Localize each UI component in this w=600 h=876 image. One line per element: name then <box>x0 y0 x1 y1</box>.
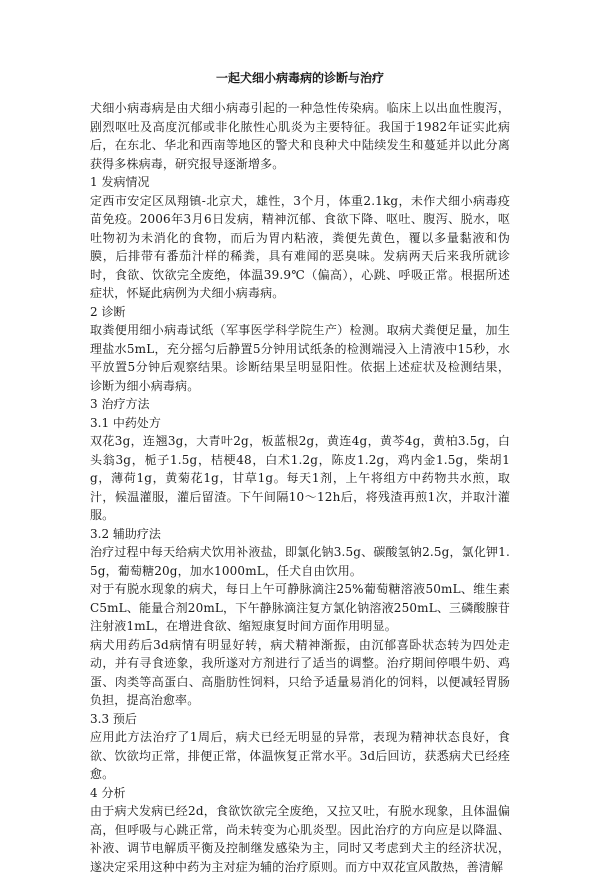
section-heading: 4 分析 <box>90 785 126 800</box>
section-heading: 3.1 中药处方 <box>90 415 161 430</box>
section-heading: 3 治疗方法 <box>90 397 150 411</box>
body-paragraph: 定西市安定区凤翔镇-北京犬，雄性，3个月，体重2.1kg，未作犬细小病毒疫苗免疫。2006年3月6日发病，精神沉郁、食欲下降、呕吐、腹泻、脱水，呕吐物初为未消化的食物，而后为胃内粘液，粪便先黄色，覆以多量黏液和伪膜，后排带有番茄汁样的稀粪，具有难闻的恶臭味。发病两天后来我所就诊时，食欲、饮欲完全废绝，体温39.9℃（偏高），心跳、呼吸正常。根据所述症状，怀疑此病例为犬细小病毒病。 <box>90 193 510 300</box>
intro-paragraph: 犬细小病毒病是由犬细小病毒引起的一种急性传染病。临床上以出血性腹泻，剧烈呕吐及高度沉郁或非化脓性心肌炎为主要特征。我国于1982年证实此病后，在东北、华北和西南等地区的警犬和良种犬中陆续发生和蔓延并以此分离获得多株病毒，研究报导逐渐增多。 <box>90 101 510 171</box>
body-paragraph: 治疗过程中每天给病犬饮用补液盐，即氯化钠3.5g、碳酸氢钠2.5g，氯化钾1.5g，葡萄糖20g，加水1000mL，任犬自由饮用。 <box>90 545 510 578</box>
section-heading: 3.2 辅助疗法 <box>90 526 161 541</box>
section-heading: 2 诊断 <box>90 304 126 319</box>
section-heading: 1 发病情况 <box>90 175 150 189</box>
section-heading: 3.3 预后 <box>90 711 137 726</box>
document-title: 一起犬细小病毒病的诊断与治疗 <box>215 71 384 85</box>
body-paragraph: 对于有脱水现象的病犬，每日上午可静脉滴注25%葡萄糖溶液50mL、维生素C5mL、能量合剂20mL，下午静脉滴注复方氯化钠溶液250mL、三磷酸腺苷注射液1mL，在增进食欲、缩短康复时间方面作用明显。 <box>90 582 510 633</box>
body-paragraph: 应用此方法治疗了1周后，病犬已经无明显的异常，表现为精神状态良好，食欲、饮欲均正常，排便正常，体温恢复正常水平。3d后回访，获悉病犬已经痊愈。 <box>90 730 510 781</box>
body-paragraph: 双花3g，连翘3g，大青叶2g，板蓝根2g，黄连4g，黄芩4g，黄柏3.5g，白头翁3g，栀子1.5g，桔梗48，白术1.2g，陈皮1.2g，鸡内金1.5g，柴胡1g，薄荷1g，黄菊花1g，甘草1g。每天1剂，上午将组方中药物共水煎，取汁，候温灌服，灌后留渣。下午间隔10～12h后，将残渣再煎1次，并取汁灌服。 <box>90 434 510 522</box>
body-paragraph: 病犬用药后3d病情有明显好转，病犬精神渐振，由沉郁喜卧状态转为四处走动，并有寻食迹象，我所遂对方剂进行了适当的调整。治疗期间停喂牛奶、鸡蛋、肉类等高蛋白、高脂肪性饲料，只给予适量易消化的饲料，以便减轻胃肠负担，提高治愈率。 <box>90 637 510 707</box>
body-paragraph: 取粪便用细小病毒试纸（军事医学科学院生产）检测。取病犬粪便足量，加生理盐水5mL，充分摇匀后静置5分钟用试纸条的检测端浸入上清液中15秒，水平放置5分钟后观察结果。诊断结果呈明显阳性。依据上述症状及检测结果，诊断为细小病毒病。 <box>90 323 510 393</box>
document-page <box>90 70 510 876</box>
body-paragraph: 由于病犬发病已经2d，食欲饮欲完全废绝，又拉又吐，有脱水现象，且体温偏高，但呼吸与心跳正常，尚未转变为心肌炎型。因此治疗的方向应是以降温、补液、调节电解质平衡及控制继发感染为主，同时又考虑到犬主的经济状况，遂决定采用这种中药为主对症为辅的治疗原则。而方中双花宣风散热，善清解 <box>90 804 510 874</box>
